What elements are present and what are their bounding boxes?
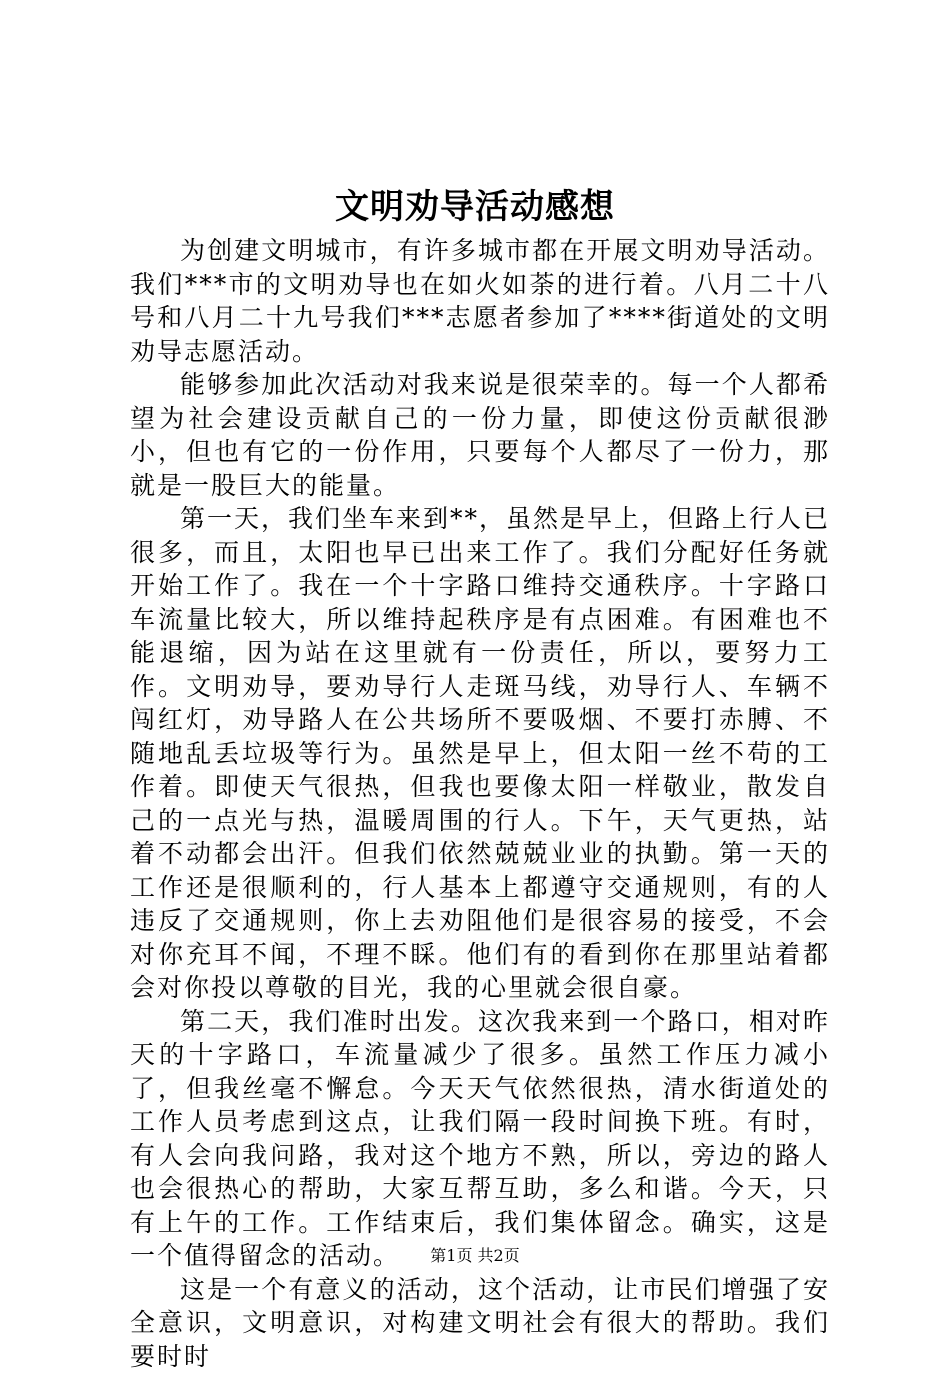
paragraph: 为创建文明城市，有许多城市都在开展文明劝导活动。我们***市的文明劝导也在如火如荼的进行着。八月二十八号和八月二十九号我们***志愿者参加了****街道处的文明劝导志愿活动。 (130, 234, 830, 368)
paragraph: 第一天，我们坐车来到**，虽然是早上，但路上行人已很多，而且，太阳也早已出来工作了。我们分配好任务就开始工作了。我在一个十字路口维持交通秩序。十字路口车流量比较大，所以维持起秩序是有点困难。有困难也不能退缩，因为站在这里就有一份责任，所以，要努力工作。文明劝导，要劝导行人走斑马线，劝导行人、车辆不闯红灯，劝导路人在公共场所不要吸烟、不要打赤膊、不随地乱丢垃圾等行为。虽然是早上，但太阳一丝不苟的工作着。即使天气很热，但我也要像太阳一样敬业，散发自己的一点光与热，温暖周围的行人。下午，天气更热，站着不动都会出汗。但我们依然兢兢业业的执勤。第一天的工作还是很顺利的，行人基本上都遵守交通规则，有的人违反了交通规则，你上去劝阻他们是很容易的接受，不会对你充耳不闻，不理不睬。他们有的看到你在那里站着都会对你投以尊敬的目光，我的心里就会很自豪。 (130, 502, 830, 1005)
paragraph: 能够参加此次活动对我来说是很荣幸的。每一个人都希望为社会建设贡献自己的一份力量，即使这份贡献很渺小，但也有它的一份作用，只要每个人都尽了一份力，那就是一股巨大的能量。 (130, 368, 830, 502)
page-number-footer: 第1页 共2页 (0, 1244, 950, 1268)
paragraph: 第二天，我们准时出发。这次我来到一个路口，相对昨天的十字路口，车流量减少了很多。虽然工作压力减小了，但我丝毫不懈怠。今天天气依然很热，清水街道处的工作人员考虑到这点，让我们隔一段时间换下班。有时，有人会向我问路，我对这个地方不熟，所以，旁边的路人也会很热心的帮助，大家互帮互助，多么和谐。今天，只有上午的工作。工作结束后，我们集体留念。确实，这是一个值得留念的活动。 (130, 1005, 830, 1273)
document-title: 文明劝导活动感想 (0, 182, 950, 232)
document-body (130, 234, 830, 1373)
paragraph: 这是一个有意义的活动，这个活动，让市民们增强了安全意识，文明意识，对构建文明社会有很大的帮助。我们要时时 (130, 1273, 830, 1373)
